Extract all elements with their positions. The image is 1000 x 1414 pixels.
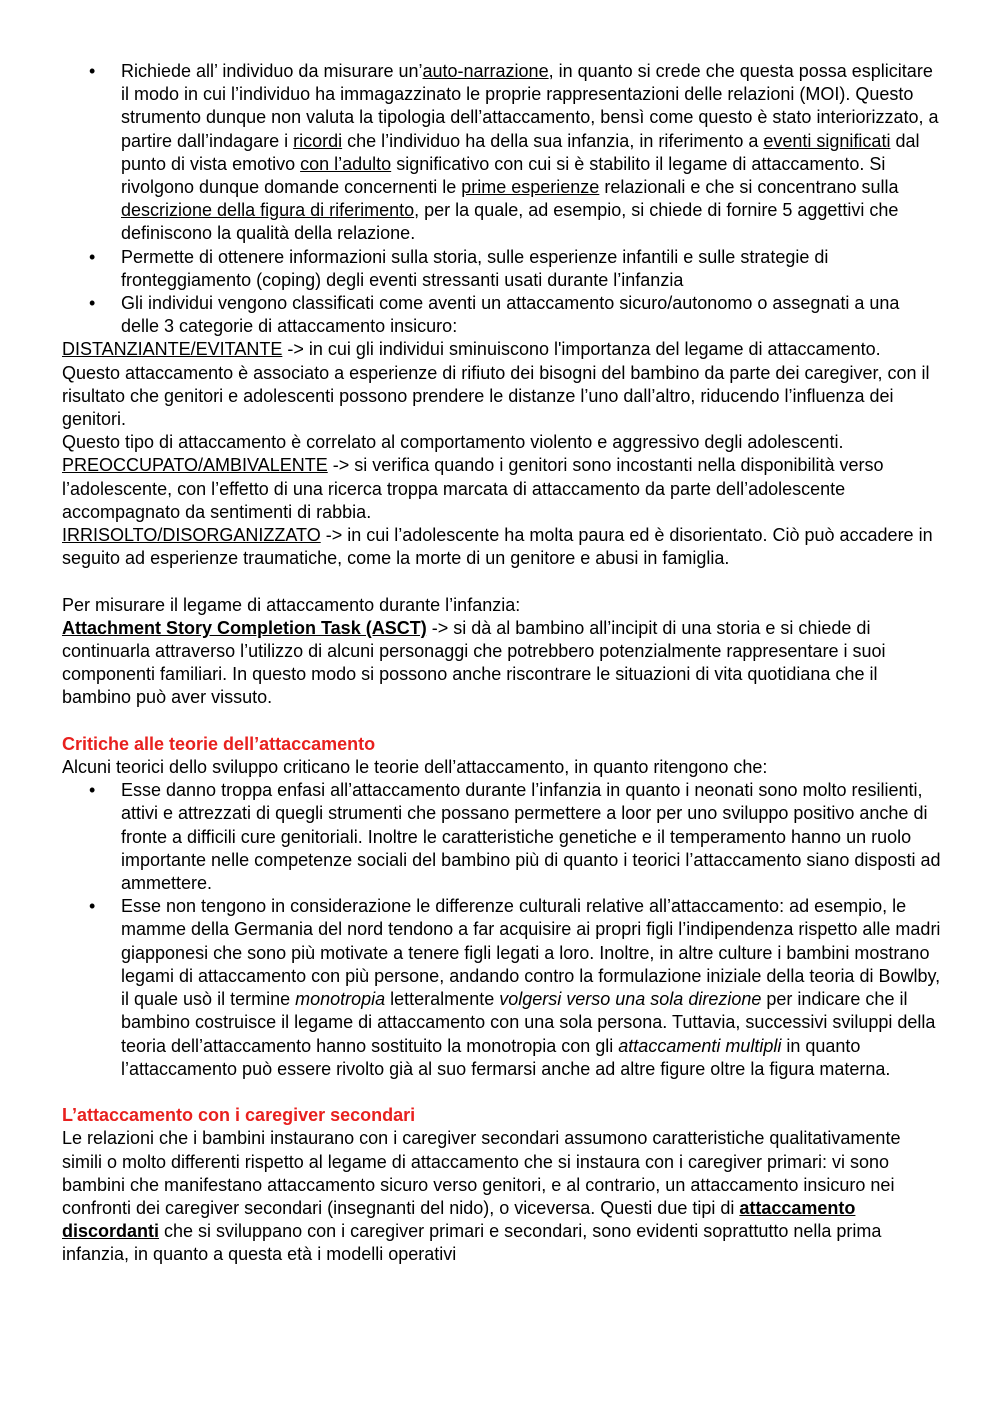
asct-label: Attachment Story Completion Task (ASCT) <box>62 617 427 638</box>
italic-term: volgersi verso una sola direzione <box>499 989 762 1010</box>
list-item: • Gli individui vengono classificati come aventi un attaccamento sicuro/autonomo o assegnati a una delle 3 categorie di attaccamento insicuro: <box>62 292 942 338</box>
underlined-term: eventi significati <box>763 130 891 151</box>
section-heading-critiche: Critiche alle teorie dell’attaccamento <box>62 733 376 754</box>
asct-intro: Per misurare il legame di attaccamento durante l’infanzia: <box>62 594 521 615</box>
section-heading-caregiver-secondari: L’attaccamento con i caregiver secondari <box>62 1105 416 1126</box>
category-irrisolto: IRRISOLTO/DISORGANIZZATO -> in cui l’adolescente ha molta paura ed è disorientato. Ciò può accadere in seguito ad esperienze traumatiche, come la morte di un genitore e abusi in famiglia. <box>62 525 933 569</box>
list-item: • Esse non tengono in considerazione le differenze culturali relative all’attaccamento: ad esempio, le mamme della Germania del nord tendono a far acquisire ai propri figli l’indipendenza rispetto alle madri giapponesi che sono più motivate a tenere figli legati a loro. Inoltre, in altre culture i bambini mostrano legami di attaccamento con più persone, andando contro la formulazione iniziale della teoria di Bowlby, il quale usò il termine monotropia letteralmente volgersi verso una sola direzione per indicare che il bambino costruisce il legame di attaccamento con una sola persona. Tuttavia, successivi sviluppi della teoria dell’attaccamento hanno sostituito la monotropia con gli attaccamenti multipli in quanto l’attaccamento può essere rivolto già al suo fermarsi anche ad altre figure oltre la figura materna. <box>62 895 942 1081</box>
critiche-list <box>62 779 942 1081</box>
document-page <box>62 60 942 1267</box>
underlined-term: auto-narrazione <box>422 61 549 81</box>
underlined-term: con l’adulto <box>300 153 392 174</box>
underlined-term: prime esperienze <box>461 177 600 198</box>
italic-term: attaccamenti multipli <box>618 1035 782 1056</box>
list-item: • Esse danno troppa enfasi all’attaccamento durante l’infanzia in quanto i neonati sono molto resilienti, attivi e attrezzati di quegli strumenti che possano permettere a loor per uno sviluppo positivo anche di fronte a difficili cure genitoriali. Inoltre le caratteristiche genetiche e il temperamento hanno un ruolo importante nelle competenze sociali del bambino più di quanto i teorici l’attaccamento siano disposti ad ammettere. <box>62 779 942 895</box>
paragraph-spacer <box>62 570 942 593</box>
caregiver-secondari-paragraph: Le relazioni che i bambini instaurano con i caregiver secondari assumono caratteristiche qualitativamente simili o molto differenti rispetto al legame di attaccamento che si instaura con i caregiver primari: vi sono bambini che manifestano attaccamento sicuro verso genitori, e al contrario, un attaccamento insicuro nei confronti dei caregiver secondari (insegnanti del nido), o viceversa. Questi due tipi di attaccamento discordanti che si sviluppano con i caregiver primari e secondari, sono evidenti soprattutto nella prima infanzia, in quanto a questa età i modelli operativi <box>62 1128 901 1265</box>
paragraph-spacer <box>62 710 942 733</box>
category-label: PREOCCUPATO/AMBIVALENTE <box>62 455 328 476</box>
critiche-intro: Alcuni teorici dello sviluppo criticano le teorie dell’attaccamento, in quanto ritengono che: <box>62 757 768 778</box>
category-distanziante-note: Questo tipo di attaccamento è correlato al comportamento violento e aggressivo degli adolescenti. <box>62 432 844 453</box>
asct-paragraph: Attachment Story Completion Task (ASCT) -> si dà al bambino all’incipit di una storia e si chiede di continuarla attraverso l’utilizzo di alcuni personaggi che potrebbero potenzialmente rappresentare i suoi componenti familiari. In questo modo si possono anche riscontrare le situazioni di vita quotidiana che il bambino può aver vissuto. <box>62 617 886 708</box>
category-distanziante: DISTANZIANTE/EVITANTE -> in cui gli individui sminuiscono l'importanza del legame di attaccamento. Questo attaccamento è associato a esperienze di rifiuto dei bisogni del bambino da parte dei caregiver, con il risultato che genitori e adolescenti possono prendere le distanze l’uno dall’altro, riducendo l’influenza dei genitori. <box>62 339 930 430</box>
underlined-term: descrizione della figura di riferimento <box>121 200 415 221</box>
category-preoccupato: PREOCCUPATO/AMBIVALENTE -> si verifica quando i genitori sono incostanti nella disponibilità verso l’adolescente, con l’effetto di una ricerca troppa marcata di attaccamento da parte dell’adolescente accompagnato da sentimenti di rabbia. <box>62 455 884 522</box>
list-item: • Richiede all’ individuo da misurare un’auto-narrazione, in quanto si crede che questa possa esplicitare il modo in cui l’individuo ha immagazzinato le proprie rappresentazioni delle relazioni (MOI). Questo strumento dunque non valuta la tipologia dell’attaccamento, bensì come questo è stato interiorizzato, a partire dall’indagare i ricordi che l’individuo ha della sua infanzia, in riferimento a eventi significati dal punto di vista emotivo con l’adulto significativo con cui si è stabilito il legame di attaccamento. Si rivolgono dunque domande concernenti le prime esperienze relazionali e che si concentrano sulla descrizione della figura di riferimento, per la quale, ad esempio, si chiede di fornire 5 aggettivi che definiscono la qualità della relazione. <box>62 60 942 246</box>
list-item: • Permette di ottenere informazioni sulla storia, sulle esperienze infantili e sulle strategie di fronteggiamento (coping) degli eventi stressanti usati durante l’infanzia <box>62 246 942 292</box>
underlined-term: ricordi <box>293 130 343 151</box>
category-label: IRRISOLTO/DISORGANIZZATO <box>62 525 321 546</box>
paragraph-spacer <box>62 1081 942 1104</box>
italic-term: monotropia <box>295 989 386 1010</box>
category-label: DISTANZIANTE/EVITANTE <box>62 339 283 360</box>
adult-interview-features-list <box>62 60 942 338</box>
bold-term: attaccamento discordanti <box>62 1197 856 1242</box>
